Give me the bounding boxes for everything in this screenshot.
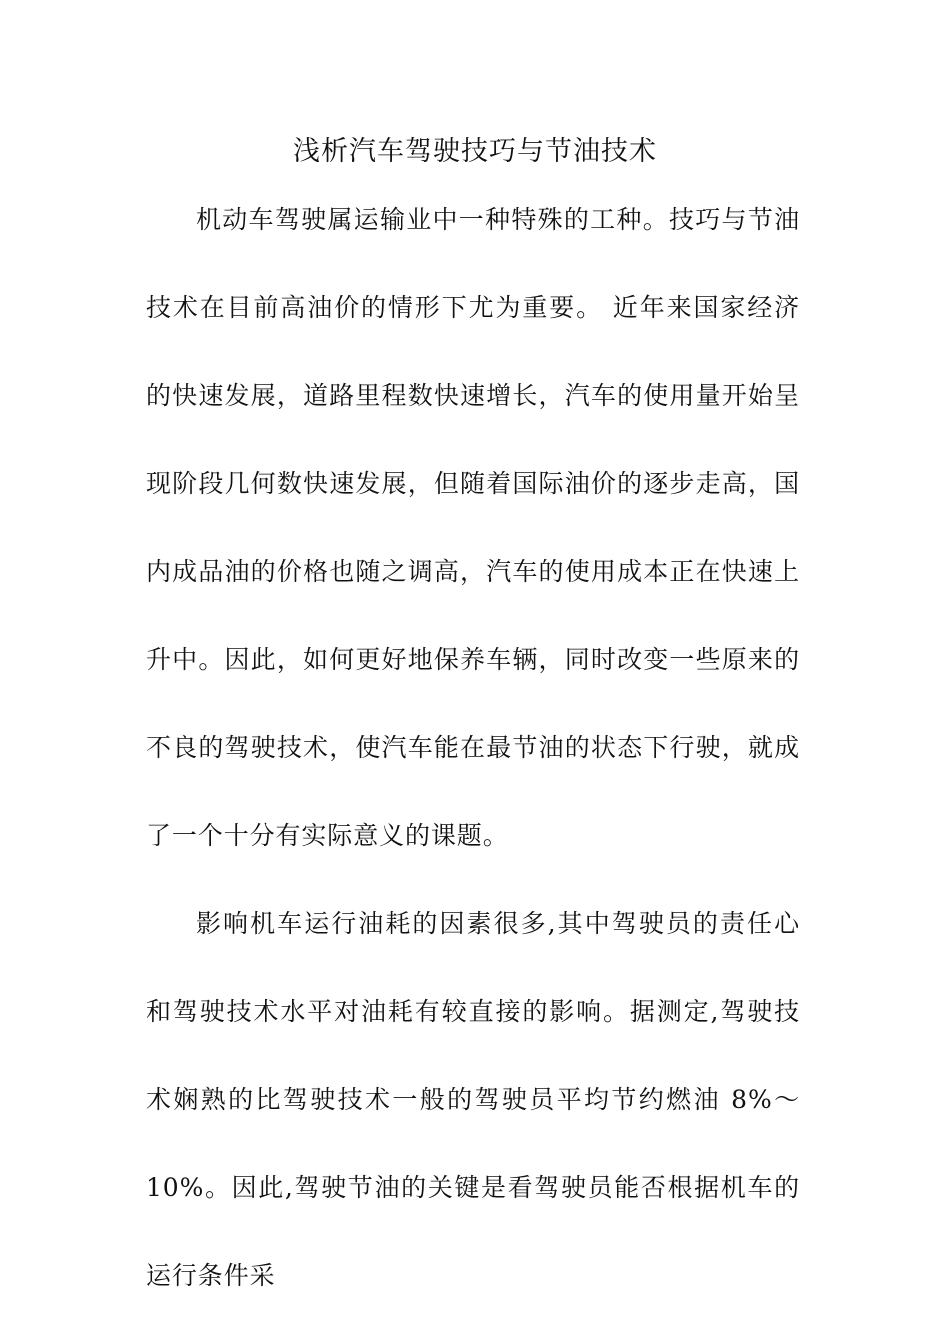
- document-title: 浅析汽车驾驶技巧与节油技术: [293, 136, 657, 167]
- paragraph-1: 机动车驾驶属运输业中一种特殊的工种。技巧与节油技术在目前高油价的情形下尤为重要。 近年来国家经济的快速发展，道路里程数快速增长，汽车的使用量开始呈现阶段几何数快速发展，但随着国际油价的逐步走高，国内成品油的价格也随之调高，汽车的使用成本正在快速上升中。因此，如何更好地保养车辆，同时改变一些原来的不良的驾驶技术，使汽车能在最节油的状态下行驶，就成了一个十分有实际意义的课题。: [146, 205, 800, 850]
- paragraph-2: 影响机车运行油耗的因素很多,其中驾驶员的责任心和驾驶技术水平对油耗有较直接的影响。据测定,驾驶技术娴熟的比驾驶技术一般的驾驶员平均节约燃油 8%～10%。因此,驾驶节油的关键是看驾驶员能否根据机车的运行条件采: [146, 909, 800, 1290]
